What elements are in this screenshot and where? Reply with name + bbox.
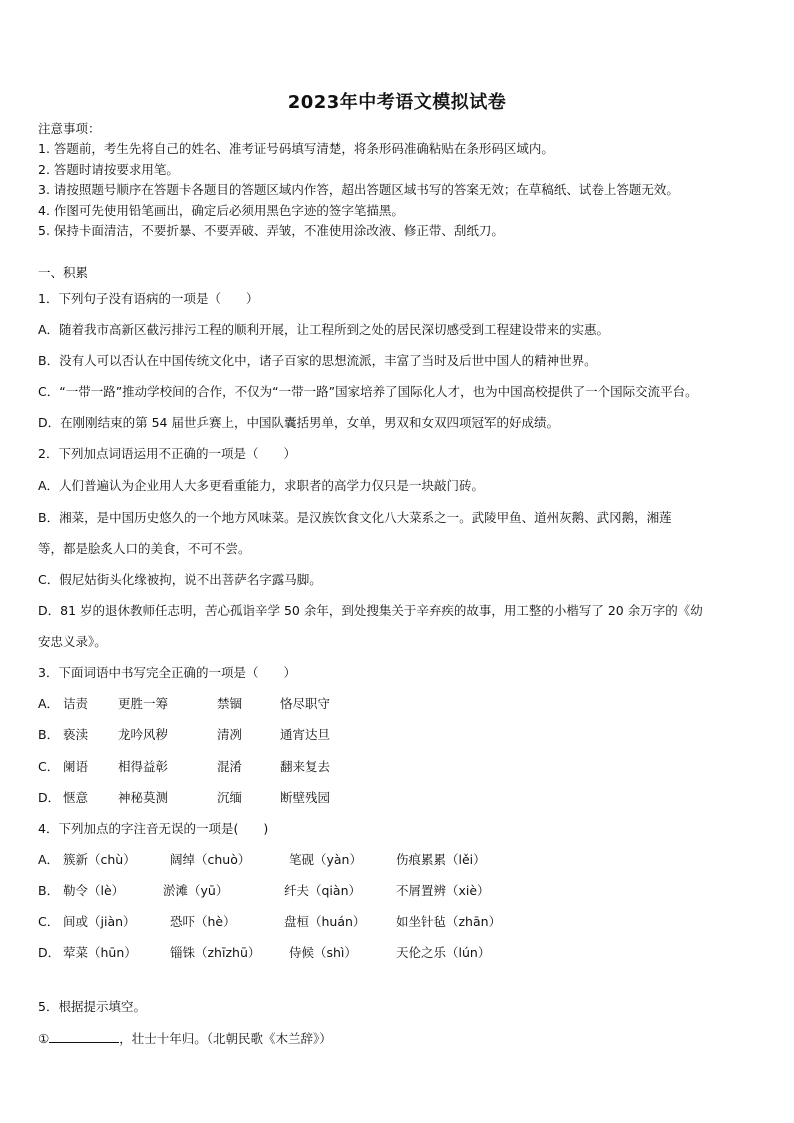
option-word: 阔绰（chuò） bbox=[170, 852, 251, 867]
option-label: B． bbox=[38, 883, 60, 898]
option-word: 纤夫（qiàn） bbox=[284, 883, 361, 898]
option-word: 翻来复去 bbox=[280, 759, 331, 774]
option-label: A． bbox=[38, 696, 60, 711]
option-word: 荤菜（hūn） bbox=[63, 945, 137, 960]
option-word: 天伦之乐（lún） bbox=[396, 945, 491, 960]
notice-item-5: 5. 保持卡面清洁，不要折暴、不要弄破、弄皱，不准使用涂改液、修正带、刮纸刀。 bbox=[38, 223, 504, 238]
option-word: 沉缅 bbox=[217, 790, 243, 805]
option-word: 伤痕累累（lěi） bbox=[396, 852, 486, 867]
option-word: 混淆 bbox=[217, 759, 243, 774]
question-5-stem: 5．根据提示填空。 bbox=[38, 999, 146, 1014]
question-3-stem: 3．下面词语中书写完全正确的一项是（ ） bbox=[38, 665, 296, 680]
option-word: 禁锢 bbox=[217, 696, 243, 711]
option-label: C． bbox=[38, 759, 60, 774]
question-1-option-b: B．没有人可以否认在中国传统文化中，诸子百家的思想流派，丰富了当时及后世中国人的精神世界。 bbox=[38, 353, 597, 368]
option-word: 恪尽职守 bbox=[280, 696, 331, 711]
question-2-option-a: A．人们普遍认为企业用人大多更看重能力，求职者的高学力仅只是一块敲门砖。 bbox=[38, 478, 485, 493]
question-5-item-1 bbox=[38, 1029, 332, 1048]
question-2-option-d-cont: 安忠义录》。 bbox=[38, 634, 107, 649]
option-word: 惬意 bbox=[63, 790, 89, 805]
option-word: 勒令（lè） bbox=[63, 883, 125, 898]
option-word: 相得益彰 bbox=[118, 759, 169, 774]
option-label: A． bbox=[38, 852, 60, 867]
notice-item-4: 4. 作图可先使用铅笔画出，确定后必须用黑色字迹的签字笔描黑。 bbox=[38, 203, 404, 218]
option-word: 亵渎 bbox=[63, 727, 89, 742]
section-heading: 一、积累 bbox=[38, 265, 89, 280]
question-1-option-c: C．“一带一路”推动学校间的合作，不仅为“一带一路”国家培养了国际化人才，也为中国高校提供了一个国际交流平台。 bbox=[38, 384, 698, 399]
option-word: 盘桓（huán） bbox=[284, 914, 366, 929]
option-word: 恐吓（hè） bbox=[170, 914, 236, 929]
option-word: 笔砚（yàn） bbox=[289, 852, 362, 867]
option-word: 间或（jiàn） bbox=[63, 914, 136, 929]
option-word: 断壁残园 bbox=[280, 790, 331, 805]
option-word: 锱铢（zhīzhū） bbox=[170, 945, 261, 960]
option-word: 龙吟风秽 bbox=[118, 727, 169, 742]
option-word: 阑语 bbox=[63, 759, 89, 774]
item-text: ，壮士十年归。（北朝民歌《木兰辞》） bbox=[119, 1031, 332, 1046]
question-2-option-b: B．湘菜，是中国历史悠久的一个地方风味菜。是汉族饮食文化八大菜系之一。武陵甲鱼、道州灰鹅、武冈鹅，湘莲 bbox=[38, 510, 672, 525]
question-2-option-d: D．81 岁的退休教师任志明，苦心孤诣辛学 50 余年，到处搜集关于辛弃疾的故事，用工整的小楷写了 20 余万字的《幼 bbox=[38, 603, 703, 618]
option-word: 清冽 bbox=[217, 727, 243, 742]
option-word: 侍候（shì） bbox=[289, 945, 357, 960]
option-word: 更胜一筹 bbox=[118, 696, 169, 711]
option-word: 簇新（chù） bbox=[63, 852, 136, 867]
option-word: 如坐针毡（zhān） bbox=[396, 914, 502, 929]
item-marker: ① bbox=[38, 1031, 50, 1046]
notice-item-1: 1. 答题前，考生先将自己的姓名、准考证号码填写清楚，将条形码准确粘贴在条形码区域内。 bbox=[38, 141, 554, 156]
question-2-option-b-cont: 等，都是脍炙人口的美食，不可不尝。 bbox=[38, 541, 251, 556]
question-1-stem: 1．下列句子没有语病的一项是（ ） bbox=[38, 291, 259, 306]
question-4-stem: 4．下列加点的字注音无误的一项是( ) bbox=[38, 821, 269, 836]
notice-item-2: 2. 答题时请按要求用笔。 bbox=[38, 162, 179, 177]
notice-heading: 注意事项： bbox=[38, 121, 101, 136]
option-label: D． bbox=[38, 945, 61, 960]
notice-item-3: 3. 请按照题号顺序在答题卡各题目的答题区域内作答，超出答题区域书写的答案无效；在草稿纸、试卷上答题无效。 bbox=[38, 182, 679, 197]
option-word: 不屑置辨（xiè） bbox=[396, 883, 490, 898]
option-word: 神秘莫测 bbox=[118, 790, 169, 805]
option-word: 诘责 bbox=[63, 696, 89, 711]
question-2-stem: 2．下列加点词语运用不正确的一项是（ ） bbox=[38, 446, 296, 461]
question-1-option-d: D．在刚刚结束的第 54 届世乒赛上，中国队囊括男单，女单，男双和女双四项冠军的好成绩。 bbox=[38, 415, 559, 430]
question-1-option-a: A．随着我市高新区截污排污工程的顺利开展，让工程所到之处的居民深切感受到工程建设带来的实惠。 bbox=[38, 322, 610, 337]
option-label: B． bbox=[38, 727, 60, 742]
option-word: 淤滩（yū） bbox=[163, 883, 229, 898]
answer-blank[interactable] bbox=[49, 1029, 119, 1043]
question-2-option-c: C．假尼姑街头化缘被拘，说不出菩萨名字露马脚。 bbox=[38, 572, 322, 587]
page-title: 2023年中考语文模拟试卷 bbox=[287, 92, 507, 113]
option-word: 通宵达旦 bbox=[280, 727, 331, 742]
option-label: C． bbox=[38, 914, 60, 929]
option-label: D． bbox=[38, 790, 61, 805]
